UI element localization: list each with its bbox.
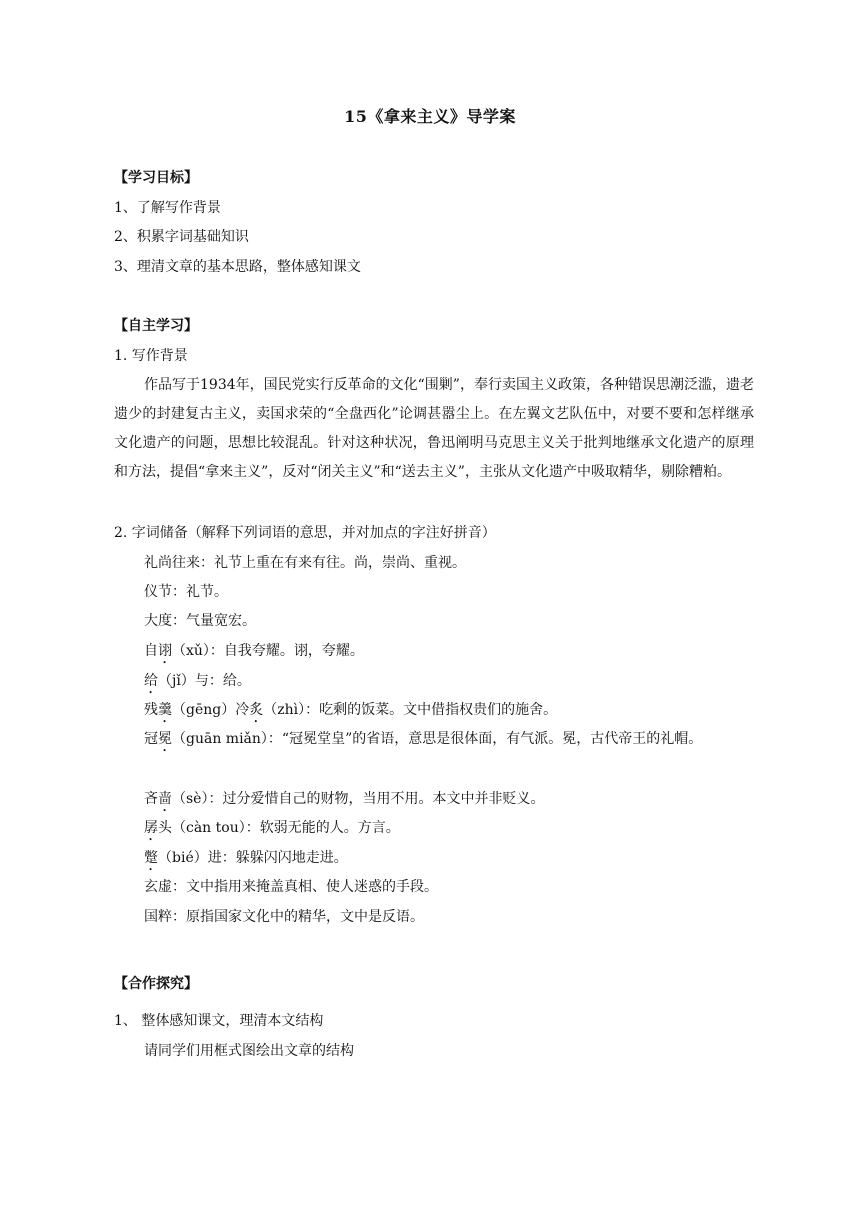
vocab-item: 给（jǐ）与：给。 [144, 673, 251, 689]
goals-heading: 【学习目标】 [114, 170, 198, 186]
document-title: 15《拿来主义》导学案 [344, 107, 516, 126]
vocab-item: 吝啬（sè）：过分爱惜自己的财物，当用不用。本文中并非贬义。 [144, 791, 545, 807]
background-heading: 1. 写作背景 [114, 348, 188, 364]
vocab-item: 国粹：原指国家文化中的精华，文中是反语。 [144, 909, 424, 925]
goal-item-2: 2、积累字词基础知识 [114, 229, 249, 245]
goal-item-3: 3、理清文章的基本思路，整体感知课文 [114, 259, 361, 275]
vocab-item: 冠冕（guān miǎn）：“冠冕堂皇”的省语，意思是很体面，有气派。冕，古代帝王的礼帽。 [144, 731, 703, 747]
goal-item-1: 1、了解写作背景 [114, 200, 221, 216]
vocab-item: 玄虚：文中指用来掩盖真相、使人迷惑的手段。 [144, 879, 438, 895]
self-study-heading: 【自主学习】 [114, 318, 198, 334]
vocab-item: 自诩（xǔ）：自我夸耀。诩，夸耀。 [144, 643, 364, 659]
background-paragraph: 作品写于1934年，国民党实行反革命的文化“围剿”，奉行卖国主义政策，各种错误思潮泛滥，遗老遗少的封建复古主义，卖国求荣的“全盘西化”论调甚嚣尘上。在左翼文艺队伍中，对要不要和怎样继承文化遗产的问题，思想比较混乱。针对这种状况，鲁迅阐明马克思主义关于批判地继承文化遗产的原理和方法，提倡“拿来主义”，反对“闭关主义”和“送去主义”，主张从文化遗产中吸取精华，剔除糟粕。 [114, 377, 754, 480]
vocab-item: 孱头（càn tou）：软弱无能的人。方言。 [144, 820, 400, 836]
coop-item-1-sub: 请同学们用框式图绘出文章的结构 [144, 1043, 354, 1059]
coop-item-1: 1、 整体感知课文，理清本文结构 [114, 1013, 324, 1029]
vocab-item: 残羹（gēng）冷炙（zhì）：吃剩的饭菜。文中借指权贵们的施舍。 [144, 702, 558, 718]
vocab-item: 大度：气量宽宏。 [144, 613, 256, 629]
coop-heading: 【合作探究】 [114, 976, 198, 992]
vocab-item: 礼尚往来：礼节上重在有来有往。尚，崇尚、重视。 [144, 555, 466, 571]
vocab-heading: 2. 字词储备（解释下列词语的意思，并对加点的字注好拼音） [114, 525, 496, 541]
vocab-item: 仪节：礼节。 [144, 584, 228, 600]
vocab-item: 蹩（bié）进：躲躲闪闪地走进。 [144, 850, 348, 866]
